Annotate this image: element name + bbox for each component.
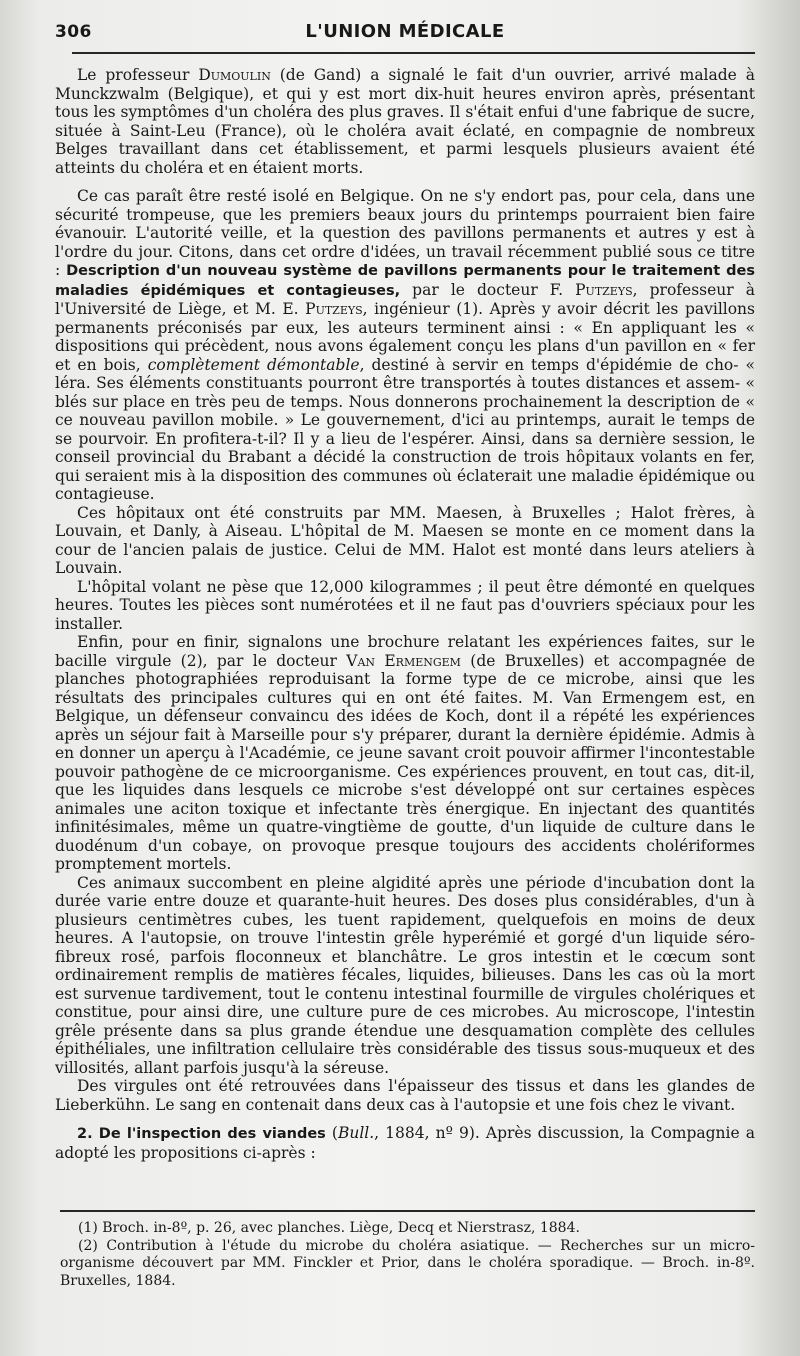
paragraph-gap <box>55 177 755 187</box>
footnote-2: (2) Contribution à l'étude du microbe du choléra asiatique. — Recherches sur un micro-organisme découvert par MM. Finckler et Prior, dans le choléra sporadique. — Broch. in-8º. Bruxelles, 1884. <box>60 1237 755 1289</box>
paragraph-hopitaux: Ces hôpitaux ont été construits par MM. Maesen, à Bruxelles ; Halot frères, à Louvain, et Danly, à Aiseau. L'hôpital de M. Maesen se monte en ce moment dans la cour de l'ancien palais de justice. Celui de MM. Halot est monté dans leurs ateliers à Louvain. <box>55 503 755 577</box>
author-name: Dumoulin <box>198 66 271 84</box>
article-body <box>55 66 755 1162</box>
running-title: L'UNION MÉDICALE <box>305 21 505 42</box>
paragraph-dumoulin: Le professeur Dumoulin (de Gand) a signalé le fait d'un ouvrier, arrivé malade à Munckzwalm (Belgique), et qui y est mort dix-huit heures environ après, présentant tous les symptômes d'un choléra des plus graves. Il s'était enfui d'une fabrique de sucre, située à Saint-Leu (France), où le choléra avait éclaté, en compagnie de nombreux Belges travaillant dans cet établissement, et parmi lesquels plusieurs avaient été atteints du choléra et en étaient morts. <box>55 66 755 177</box>
paragraph-hopital-volant: L'hôpital volant ne pèse que 12,000 kilogrammes ; il peut être démonté en quelques heures. Toutes les pièces sont numérotées et il ne faut pas d'ouvriers spéciaux pour les installer. <box>55 577 755 633</box>
page-number: 306 <box>55 22 92 42</box>
footnotes <box>60 1220 755 1290</box>
paragraph-bacille-virgule: Enfin, pour en finir, signalons une brochure relatant les expériences faites, sur le bacille virgule (2), par le docteur Van Ermengem (de Bruxelles) et accompagnée de planches photographiées reproduisant la forme type de ce microbe, ainsi que les résultats des principales cultures qui en ont été faites. M. Van Ermengem est, en Belgique, un défenseur convaincu des idées de Koch, dont il a répété les expériences après un séjour fait à Marseille pour s'y préparer, durant la dernière épidémie. Admis à en donner un aperçu à l'Académie, ce jeune savant croit pouvoir affirmer l'incontestable pouvoir pathogène de ce microorganisme. Ces expériences prouvent, en tout cas, dit-il, que les liquides dans lesquels ce microbe s'est développé ont sur certaines espèces animales une aciton toxique et infectante très énergique. En injectant des quantités infinitésimales, même un quatre-vingtième de goutte, d'un liquide de culture dans le duodénum d'un cobaye, on provoque presque toujours des accidents cholériformes promptement mortels. <box>55 633 755 873</box>
author-name: Van Ermengem <box>346 651 461 670</box>
section-inspection-viandes: 2. De l'inspection des viandes (Bull., 1884, nº 9). Après discussion, la Compagnie a adopté les propositions ci-après : <box>55 1124 755 1162</box>
section-heading: 2. De l'inspection des viandes <box>77 1126 326 1142</box>
publication-title: Description d'un nouveau système de pavillons permanents pour le traitement des maladies épidémiques et contagieuses, <box>55 263 755 299</box>
paragraph-animaux: Ces animaux succombent en pleine algidité après une période d'incubation dont la durée varie entre douze et quarante-huit heures. Des doses plus considérables, d'un à plusieurs centimètres cubes, les tuent rapidement, quelquefois en moins de deux heures. A l'autopsie, on trouve l'intestin grêle hyperémié et gorgé d'un liquide séro-fibreux rosé, parfois floconneux et blanchâtre. Le gros intestin et le cœcum sont ordinairement remplis de matières fécales, liquides, bilieuses. Dans les cas où la mort est survenue tardivement, tout le contenu intestinal fourmille de virgules cholériques et constitue, pour ainsi dire, une culture pure de ces microbes. Au microscope, l'intestin grêle présente dans sa plus grande étendue une desquamation complète des cellules épithéliales, une infiltration cellulaire très considérable des tissus sous-muqueux et des villosités, allant parfois jusqu'à la séreuse. <box>55 873 755 1077</box>
paragraph-virgules: Des virgules ont été retrouvées dans l'épaisseur des tissus et dans les glandes de Lieberkühn. Le sang en contenait dans deux cas à l'autopsie et une fois chez le vivant. <box>55 1077 755 1114</box>
author-name: Putzeys <box>575 280 633 299</box>
page-header <box>55 18 755 48</box>
paragraph-pavillons: Ce cas paraît être resté isolé en Belgique. On ne s'y endort pas, pour cela, dans une sécurité trompeuse, que les premiers beaux jours du printemps pourraient bien faire évanouir. L'autorité veille, et la question des pavillons permanents et autres y est à l'ordre du jour. Citons, dans cet ordre d'idées, un travail récemment publié sous ce titre : Description d'un nouveau système de pavillons permanents pour le traitement des maladies épidémiques et contagieuses, par le docteur F. Putzeys, professeur à l'Université de Liège, et M. E. Putzeys, ingénieur (1). Après y avoir décrit les pavillons permanents préconisés par eux, les auteurs terminent ainsi : « En appliquant les « dispositions qui précèdent, nous avons également conçu les plans d'un pavillon en « fer et en bois, complètement démontable, destiné à servir en temps d'épidémie de cho- « léra. Ses éléments constituants pourront être transportés à toutes distances et assem- « blés sur place en très peu de temps. Nous donnerons prochainement la description de « ce nouveau pavillon mobile. » Le gouvernement, d'ici au printemps, aurait le temps de se pourvoir. En profitera-t-il? Il y a lieu de l'espérer. Ainsi, dans sa dernière session, le conseil provincial du Brabant a décidé la construction de trois hôpitaux volants en fer, qui seraient mis à la disposition des communes où éclaterait une maladie épidémique ou contagieuse. <box>55 187 755 503</box>
paragraph-gap <box>55 1114 755 1124</box>
footnote-1: (1) Broch. in-8º, p. 26, avec planches. Liège, Decq et Nierstrasz, 1884. <box>78 1220 580 1236</box>
journal-abbrev: Bull. <box>337 1124 375 1142</box>
author-name: Putzeys <box>305 300 363 318</box>
header-rule <box>72 52 755 54</box>
footnote-rule <box>60 1210 755 1212</box>
italic-phrase: complètement démontable <box>147 355 360 374</box>
